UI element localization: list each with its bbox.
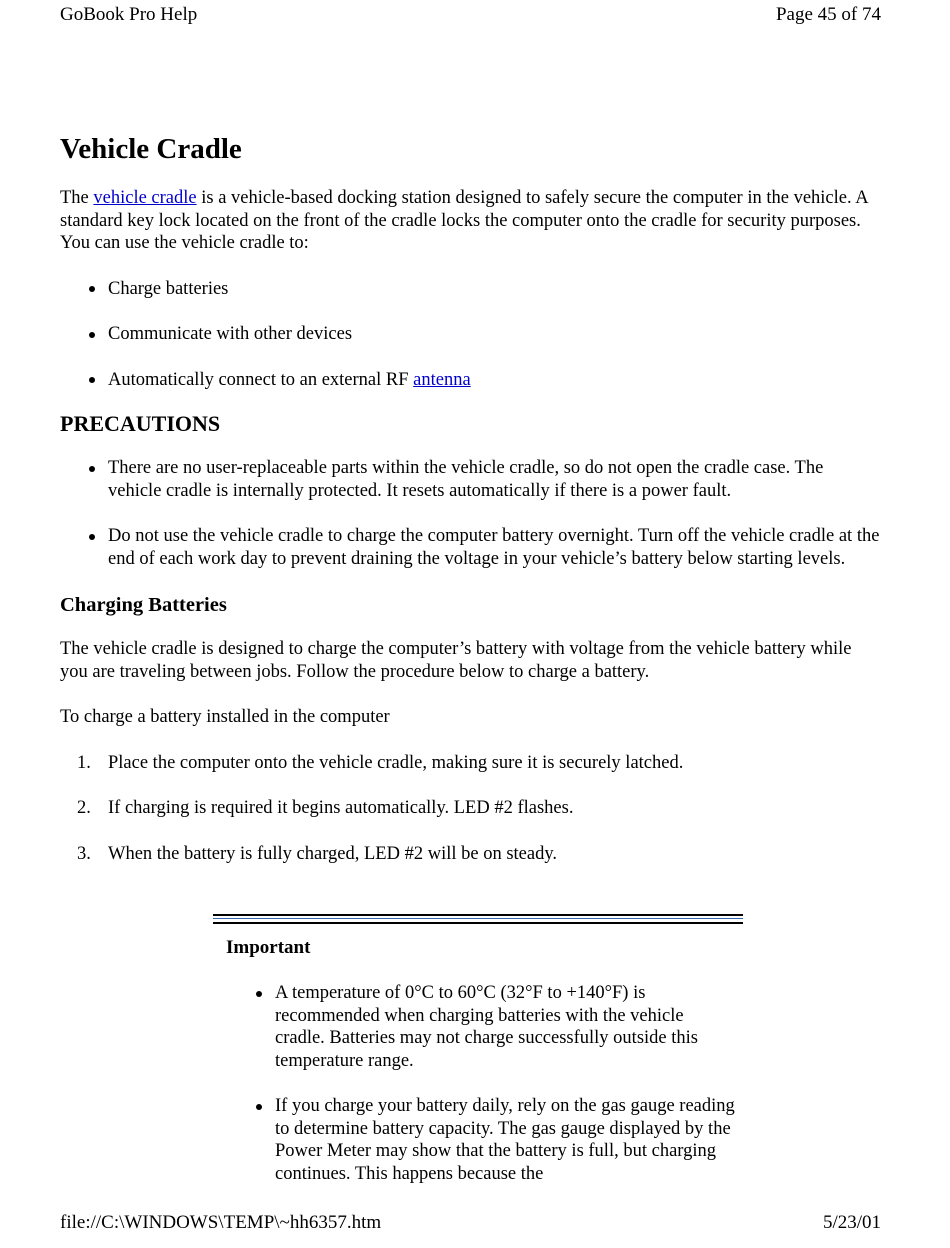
important-list-wrapper xyxy=(213,982,737,1185)
step-text: If charging is required it begins automatically. LED #2 flashes. xyxy=(108,798,574,818)
intro-paragraph xyxy=(60,187,880,255)
step-number: 2. xyxy=(77,798,91,818)
step-number: 3. xyxy=(77,843,91,864)
list-item xyxy=(60,323,880,346)
step-text: When the battery is fully charged, LED #2 will be on steady. xyxy=(108,843,558,864)
list-item xyxy=(60,457,880,502)
charging-batteries-heading: Charging Batteries xyxy=(60,594,227,616)
list-item xyxy=(60,278,880,301)
print-date: 5/23/01 xyxy=(822,1212,881,1233)
list-item-text: There are no user-replaceable parts within the vehicle cradle, so do not open the cradle case. The vehicle cradle is internally protected. It resets automatically if there is a power fault. xyxy=(108,458,824,501)
list-item-text: If you charge your battery daily, rely on the gas gauge reading to determine battery capacity. The gas gauge displayed by the Power Meter may show that the battery is full, but charging continues. This happens because the xyxy=(275,1096,735,1184)
step-text: Place the computer onto the vehicle cradle, making sure it is securely latched. xyxy=(108,752,684,773)
list-item xyxy=(60,843,880,866)
charging-steps-list xyxy=(60,752,880,866)
important-title: Important xyxy=(226,937,311,958)
list-item-text: Automatically connect to an external RF xyxy=(108,369,414,390)
procedure-intro: To charge a battery installed in the computer xyxy=(60,707,390,727)
important-list xyxy=(227,982,737,1185)
vehicle-cradle-link[interactable]: vehicle cradle xyxy=(93,188,197,208)
page-number: Page 45 of 74 xyxy=(775,4,881,25)
list-item-text: Charge batteries xyxy=(108,278,229,299)
file-path-footer: file://C:\WINDOWS\TEMP\~hh6357.htm xyxy=(60,1212,382,1233)
list-item-text: Do not use the vehicle cradle to charge the computer battery overnight. Turn off the vehicle cradle at the end of each work day to prevent draining the voltage in your vehicle’s battery below starting levels. xyxy=(108,526,880,569)
important-note-box xyxy=(213,914,743,1185)
antenna-link[interactable]: antenna xyxy=(413,369,471,390)
intro-text-start: The xyxy=(60,188,94,208)
document-body xyxy=(60,131,880,865)
intro-text-end: is a vehicle-based docking station designed to safely secure the computer in the vehicle. A standard key lock located on the front of the cradle locks the computer onto the cradle for security purposes. You can use the vehicle cradle to: xyxy=(60,188,868,253)
important-divider xyxy=(213,914,743,924)
page-title: Vehicle Cradle xyxy=(60,133,242,165)
uses-list xyxy=(60,278,880,392)
precautions-list xyxy=(60,457,880,570)
precautions-heading: PRECAUTIONS xyxy=(60,411,221,436)
list-item xyxy=(60,752,880,775)
step-number: 1. xyxy=(77,752,91,773)
running-header-title: GoBook Pro Help xyxy=(60,4,198,25)
list-item xyxy=(60,797,880,820)
list-item xyxy=(227,982,737,1072)
charging-paragraph: The vehicle cradle is designed to charge the computer’s battery with voltage from the vehicle battery while you are traveling between jobs. Follow the procedure below to charge a battery. xyxy=(60,639,852,682)
list-item xyxy=(227,1095,737,1185)
list-item xyxy=(60,525,880,570)
list-item-text: Communicate with other devices xyxy=(108,324,353,344)
list-item xyxy=(60,369,880,392)
list-item-text: A temperature of 0°C to 60°C (32°F to +140°F) is recommended when charging batteries with the vehicle cradle. Batteries may not charge successfully outside this temperature range. xyxy=(275,983,698,1071)
